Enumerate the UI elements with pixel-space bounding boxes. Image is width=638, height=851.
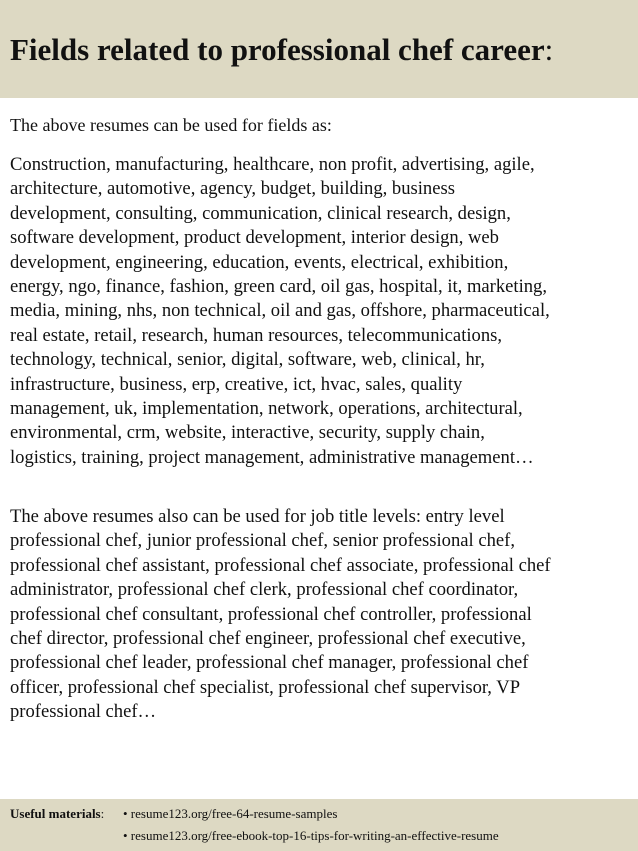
fields-line: media, mining, nhs, non technical, oil and gas, offshore, pharmaceutical, — [10, 300, 550, 322]
levels-line: administrator, professional chef clerk, professional chef coordinator, — [10, 579, 519, 601]
intro-text: The above resumes can be used for fields as: — [10, 115, 332, 135]
fields-line: development, engineering, education, events, electrical, exhibition, — [10, 251, 509, 273]
levels-line: professional chef assistant, professional chef associate, professional chef — [10, 554, 551, 576]
fields-line: architecture, automotive, agency, budget, building, business — [10, 178, 455, 200]
levels-line: professional chef consultant, professional chef controller, professional — [10, 603, 532, 625]
fields-line: real estate, retail, research, human resources, telecommunications, — [10, 324, 502, 346]
fields-line: management, uk, implementation, network, operations, architectural, — [10, 398, 523, 420]
page-title-text: Fields related to professional chef career — [10, 32, 545, 67]
fields-line: energy, ngo, finance, fashion, green card, oil gas, hospital, it, marketing, — [10, 276, 547, 298]
fields-paragraph — [10, 153, 632, 470]
resume-samples-link[interactable]: • resume123.org/free-64-resume-samples — [123, 806, 338, 821]
fields-line: development, consulting, communication, clinical research, design, — [10, 202, 511, 224]
useful-materials-label — [10, 804, 104, 823]
resume-tips-ebook-link[interactable]: • resume123.org/free-ebook-top-16-tips-for-writing-an-effective-resume — [123, 828, 499, 843]
levels-line: professional chef, junior professional chef, senior professional chef, — [10, 530, 515, 552]
levels-line: professional chef… — [10, 701, 157, 723]
fields-line: technology, technical, senior, digital, software, web, clinical, hr, — [10, 349, 485, 371]
fields-line: Construction, manufacturing, healthcare, non profit, advertising, agile, — [10, 154, 535, 175]
levels-line: chef director, professional chef engineer, professional chef executive, — [10, 628, 526, 650]
footer-band — [0, 799, 638, 851]
levels-line: professional chef leader, professional chef manager, professional chef — [10, 652, 529, 674]
page-title-colon: : — [544, 32, 554, 67]
job-levels-paragraph — [10, 505, 632, 725]
fields-line: environmental, crm, website, interactive, security, supply chain, — [10, 422, 485, 444]
page-title — [10, 30, 553, 70]
header-band — [0, 0, 638, 98]
levels-line: officer, professional chef specialist, professional chef supervisor, VP — [10, 676, 521, 698]
levels-line: The above resumes also can be used for job title levels: entry level — [10, 506, 505, 527]
fields-line: infrastructure, business, erp, creative, ict, hvac, sales, quality — [10, 373, 463, 395]
useful-materials-label-colon: : — [100, 806, 105, 821]
fields-line: software development, product development, interior design, web — [10, 227, 499, 249]
fields-line: logistics, training, project management, administrative management… — [10, 446, 534, 468]
useful-materials-label-text: Useful materials — [10, 806, 101, 821]
